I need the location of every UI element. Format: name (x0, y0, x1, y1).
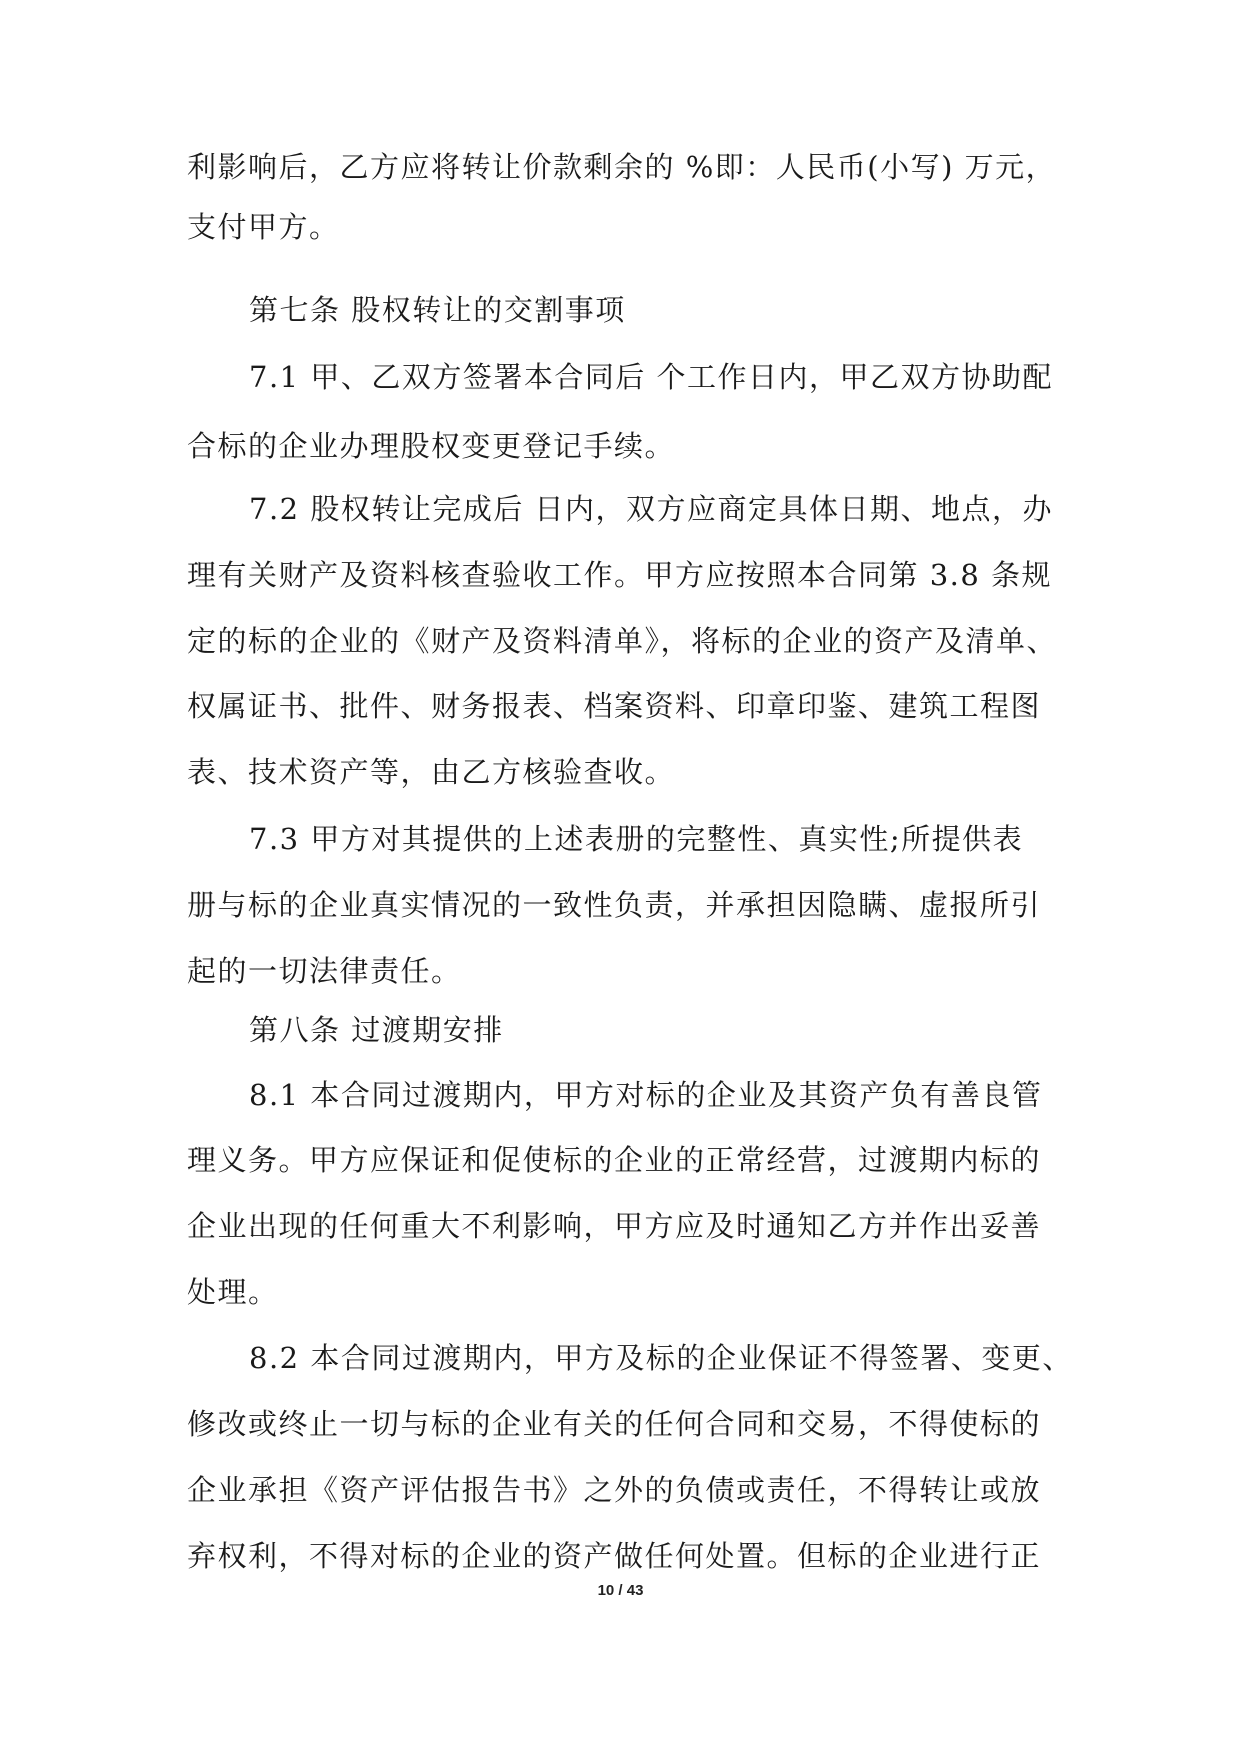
paragraph-line: 定的标的企业的《财产及资料清单》，将标的企业的资产及清单、 (187, 624, 1058, 658)
paragraph-line: 7.3 甲方对其提供的上述表册的完整性、真实性;所提供表 (249, 822, 1024, 856)
section-heading-article-7: 第七条 股权转让的交割事项 (249, 293, 626, 327)
page-number: 10 / 43 (597, 1582, 644, 1599)
paragraph-line: 支付甲方。 (187, 210, 340, 244)
paragraph-line: 册与标的企业真实情况的一致性负责，并承担因隐瞒、虚报所引 (187, 888, 1042, 922)
paragraph-line: 企业出现的任何重大不利影响，甲方应及时通知乙方并作出妥善 (187, 1209, 1042, 1243)
section-heading-article-8: 第八条 过渡期安排 (249, 1013, 504, 1047)
paragraph-line: 表、技术资产等，由乙方核验查收。 (187, 755, 676, 789)
paragraph-line: 7.2 股权转让完成后 日内，双方应商定具体日期、地点，办 (249, 492, 1054, 526)
paragraph-line: 权属证书、批件、财务报表、档案资料、印章印鉴、建筑工程图 (187, 689, 1042, 723)
paragraph-line: 企业承担《资产评估报告书》之外的负债或责任，不得转让或放 (187, 1473, 1042, 1507)
paragraph-line: 处理。 (187, 1275, 279, 1309)
paragraph-line: 利影响后，乙方应将转让价款剩余的 %即：人民币(小写) 万元， (187, 150, 1057, 184)
paragraph-line: 8.2 本合同过渡期内，甲方及标的企业保证不得签署、变更、 (249, 1341, 1073, 1375)
paragraph-line: 合标的企业办理股权变更登记手续。 (187, 429, 676, 463)
paragraph-line: 修改或终止一切与标的企业有关的任何合同和交易，不得使标的 (187, 1407, 1042, 1441)
paragraph-line: 弃权利，不得对标的企业的资产做任何处置。但标的企业进行正 (187, 1539, 1042, 1573)
paragraph-line: 理义务。甲方应保证和促使标的企业的正常经营，过渡期内标的 (187, 1143, 1042, 1177)
paragraph-line: 8.1 本合同过渡期内，甲方对标的企业及其资产负有善良管 (249, 1078, 1043, 1112)
paragraph-line: 7.1 甲、乙双方签署本合同后 个工作日内，甲乙双方协助配 (249, 360, 1054, 394)
paragraph-line: 理有关财产及资料核查验收工作。甲方应按照本合同第 3.8 条规 (187, 558, 1053, 592)
paragraph-line: 起的一切法律责任。 (187, 954, 462, 988)
